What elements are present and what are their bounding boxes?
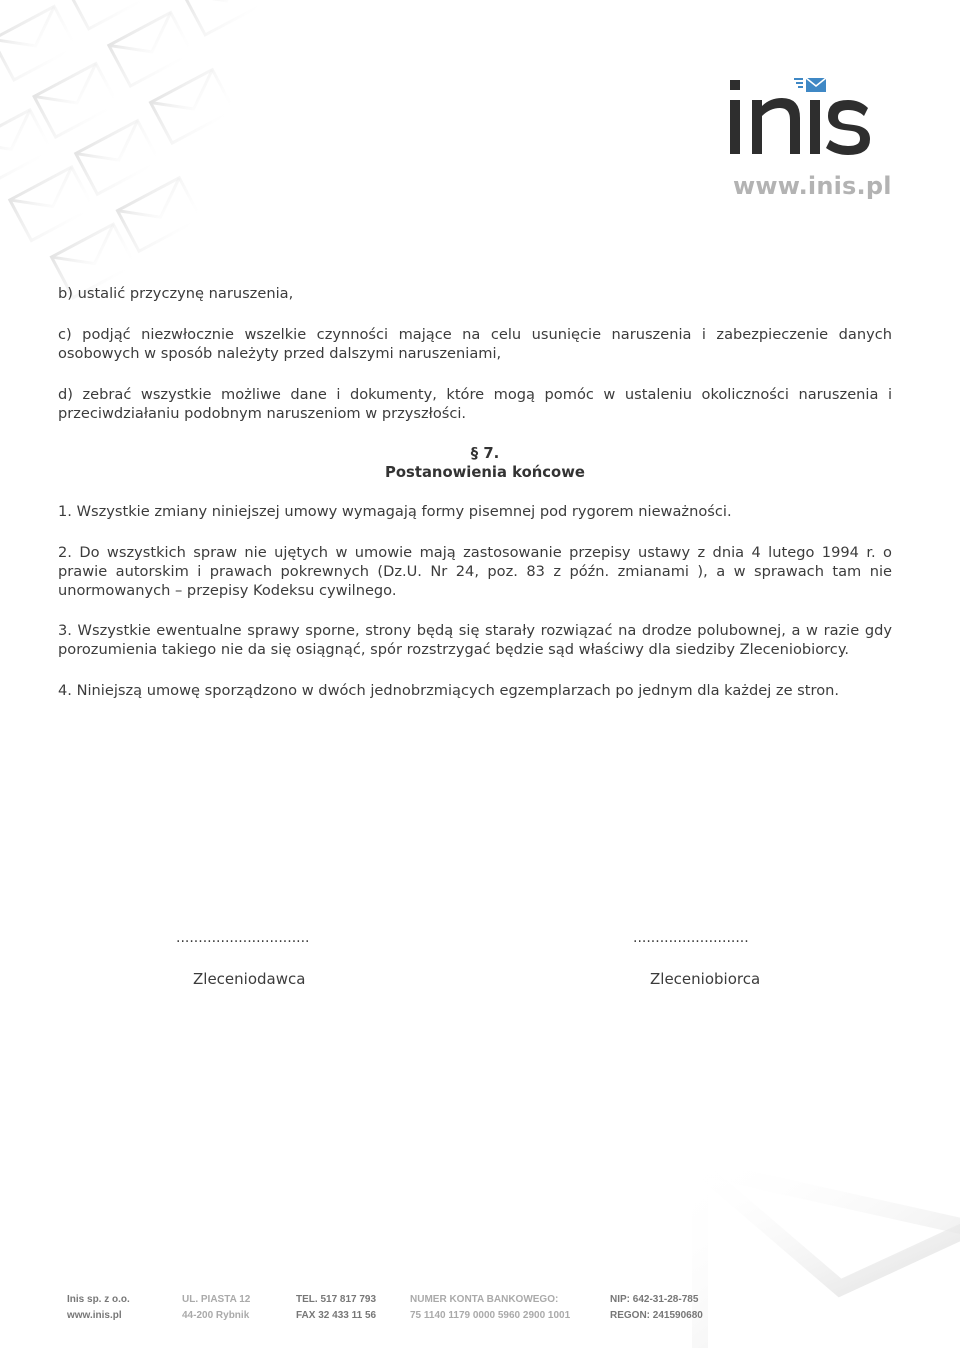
clause-1: 1. Wszystkie zmiany niniejszej umowy wymagają formy pisemnej pod rygorem nieważności. <box>58 503 732 520</box>
footer-regon: REGON: 241590680 <box>610 1310 703 1321</box>
clause-2: 2. Do wszystkich spraw nie ujętych w umowie mają zastosowanie przepisy ustawy z dnia 4 lutego 1994 r. o prawie autorskim i prawach pokrewnych (Dz.U. Nr 24, poz. 83 z późn. zmianami ), a w sprawach tam nie unormowanych – przepisy Kodeksu cywilnego. <box>58 544 892 599</box>
item-b: b) ustalić przyczynę naruszenia, <box>58 285 294 302</box>
footer-tel: TEL. 517 817 793 <box>296 1294 377 1305</box>
footer-account-number: 75 1140 1179 0000 5960 2900 1001 <box>410 1310 571 1321</box>
envelope-icon <box>794 78 826 92</box>
signature-label-left: Zleceniodawca <box>193 970 306 988</box>
signature-label-right: Zleceniobiorca <box>650 970 761 988</box>
footer-street: UL. PIASTA 12 <box>182 1294 251 1305</box>
item-d: d) zebrać wszystkie możliwe dane i dokumenty, które mogą pomóc w ustaleniu okoliczności naruszenia i przeciwdziałaniu podobnym naruszeniom w przyszłości. <box>58 386 892 422</box>
item-c: c) podjąć niezwłocznie wszelkie czynności mające na celu usunięcie naruszenia i zabezpieczenie danych osobowych w sposób należyty przed dalszymi naruszeniami, <box>58 326 892 362</box>
section-number: § 7. <box>470 445 500 462</box>
inis-logo <box>726 72 876 162</box>
footer-account-label: NUMER KONTA BANKOWEGO: <box>410 1294 559 1305</box>
footer-bank <box>410 1292 570 1324</box>
footer-city: 44-200 Rybnik <box>182 1310 250 1321</box>
clause-4: 4. Niniejszą umowę sporządzono w dwóch jednobrzmiących egzemplarzach po jednym dla każdej ze stron. <box>58 682 840 699</box>
footer-nip: NIP: 642-31-28-785 <box>610 1294 699 1305</box>
section-title: Postanowienia końcowe <box>385 464 585 481</box>
footer-company-url[interactable]: www.inis.pl <box>67 1310 122 1321</box>
footer-company <box>67 1292 130 1324</box>
footer-company-name: Inis sp. z o.o. <box>67 1294 130 1305</box>
clause-3: 3. Wszystkie ewentualne sprawy sporne, strony będą się starały rozwiązać na drodze polubownej, a w razie gdy porozumienia takiego nie da się osiągnąć, spór rozstrzygać będzie sąd właściwy dla siedziby Zleceniobiorcy. <box>58 622 892 658</box>
footer-fax: FAX 32 433 11 56 <box>296 1310 377 1321</box>
website-url[interactable]: www.inis.pl <box>733 172 892 200</box>
footer-address <box>182 1292 250 1324</box>
signature-line-right: .......................... <box>633 930 749 946</box>
signature-line-left: .............................. <box>176 930 310 946</box>
footer-phone <box>296 1292 376 1324</box>
footer-ids <box>610 1292 703 1324</box>
envelope-watermark-top-left <box>0 0 420 330</box>
